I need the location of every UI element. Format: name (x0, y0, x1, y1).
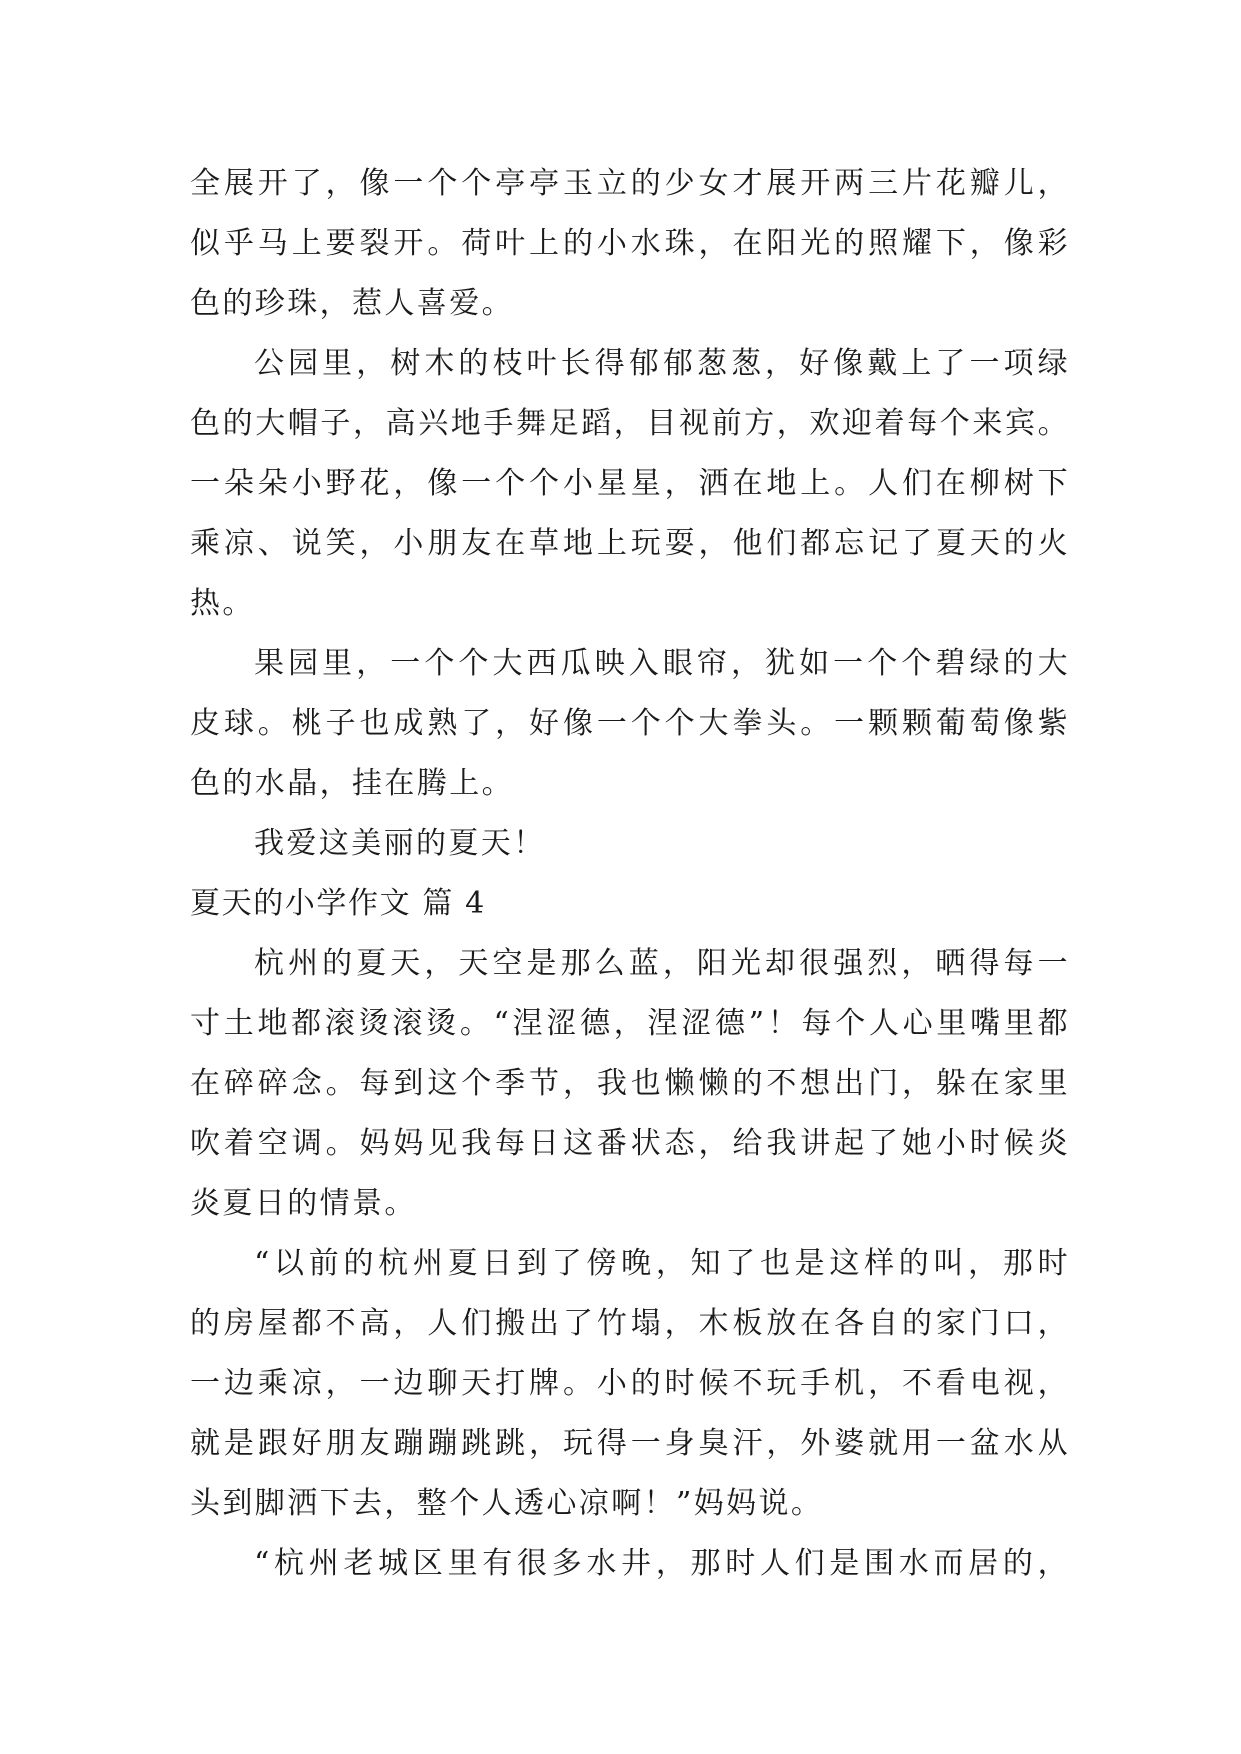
text-line: 似乎马上要裂开。荷叶上的小水珠，在阳光的照耀下，像彩 (190, 226, 1070, 261)
text-line: 就是跟好朋友蹦蹦跳跳，玩得一身臭汗，外婆就用一盆水从 (190, 1426, 1070, 1461)
text-line: “以前的杭州夏日到了傍晚，知了也是这样的叫，那时 (254, 1246, 1070, 1281)
text-line: 色的珍珠，惹人喜爱。 (190, 286, 514, 321)
text-line: 全展开了，像一个个亭亭玉立的少女才展开两三片花瓣儿， (190, 166, 1070, 201)
text-line: 一朵朵小野花，像一个个小星星，洒在地上。人们在柳树下 (190, 466, 1070, 501)
text-line: 我爱这美丽的夏天！ (254, 826, 546, 861)
text-line: 热。 (190, 586, 255, 621)
text-line: 杭州的夏天，天空是那么蓝，阳光却很强烈，晒得每一 (254, 946, 1070, 981)
text-line: 色的大帽子，高兴地手舞足蹈，目视前方，欢迎着每个来宾。 (190, 406, 1070, 441)
text-line: 吹着空调。妈妈见我每日这番状态，给我讲起了她小时候炎 (190, 1126, 1070, 1161)
text-line: 头到脚洒下去，整个人透心凉啊！”妈妈说。 (190, 1486, 824, 1521)
text-line: 一边乘凉，一边聊天打牌。小的时候不玩手机，不看电视， (190, 1366, 1070, 1401)
text-line: 色的水晶，挂在腾上。 (190, 766, 514, 801)
text-line: 在碎碎念。每到这个季节，我也懒懒的不想出门，躲在家里 (190, 1066, 1070, 1101)
document-body (190, 154, 1070, 1594)
text-line: 的房屋都不高，人们搬出了竹塌，木板放在各自的家门口， (190, 1306, 1070, 1341)
text-line: 寸土地都滚烫滚烫。“涅涩德，涅涩德”！每个人心里嘴里都 (190, 1006, 1070, 1041)
section-heading: 夏天的小学作文 篇 4 (190, 886, 486, 921)
text-line: 公园里，树木的枝叶长得郁郁葱葱，好像戴上了一项绿 (254, 346, 1070, 381)
text-line: “杭州老城区里有很多水井，那时人们是围水而居的， (254, 1546, 1070, 1581)
text-line: 果园里，一个个大西瓜映入眼帘，犹如一个个碧绿的大 (254, 646, 1070, 681)
text-line: 乘凉、说笑，小朋友在草地上玩耍，他们都忘记了夏天的火 (190, 526, 1070, 561)
text-line: 皮球。桃子也成熟了，好像一个个大拳头。一颗颗葡萄像紫 (190, 706, 1070, 741)
text-line: 炎夏日的情景。 (190, 1186, 417, 1221)
